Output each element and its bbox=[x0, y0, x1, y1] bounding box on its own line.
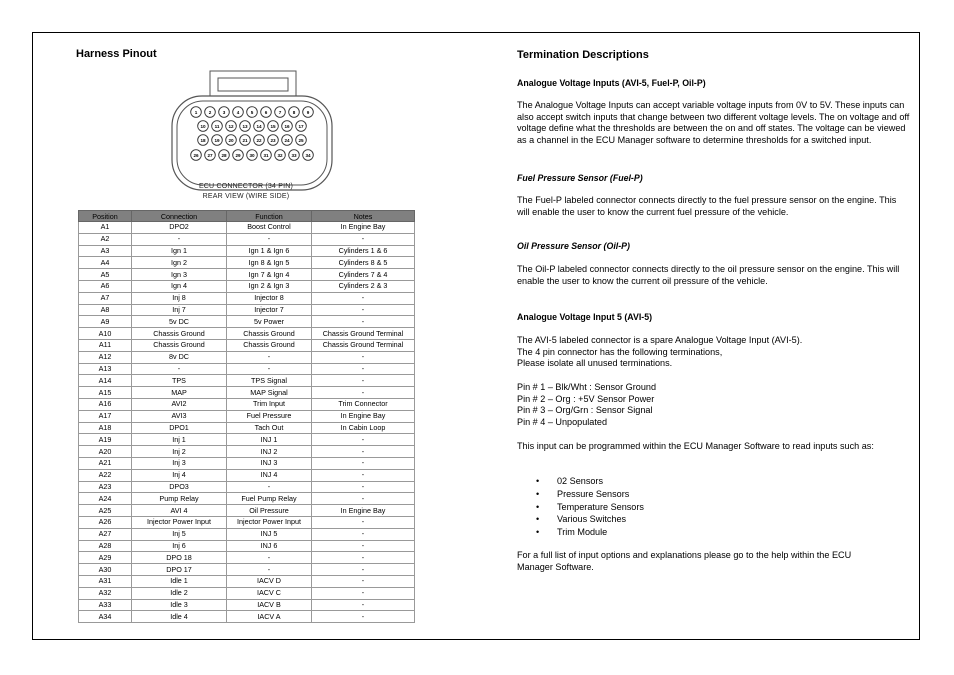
cell-function: Ign 1 & Ign 6 bbox=[227, 245, 312, 257]
pinout-table bbox=[78, 210, 415, 623]
connector-pin-label: 20 bbox=[228, 137, 234, 143]
connector-pin-label: 3 bbox=[222, 109, 226, 115]
cell-connection: DPO 17 bbox=[132, 564, 227, 576]
cell-connection: DPO1 bbox=[132, 422, 227, 434]
connector-pin-label: 2 bbox=[208, 109, 212, 115]
cell-function: Oil Pressure bbox=[227, 505, 312, 517]
cell-function: INJ 3 bbox=[227, 457, 312, 469]
avi-text: The Analogue Voltage Inputs can accept variable voltage inputs from 0V to 5V. These inputs can also accept switch inputs that change between two different voltage levels. The on voltage and off voltage define what the thresholds are between the on and off states. The voltage can be viewed as a channel in the ECU Manager software to determine thresholds for a switched input. bbox=[517, 100, 910, 145]
cell-notes: - bbox=[312, 611, 415, 623]
cell-position: A22 bbox=[79, 469, 132, 481]
pin-item: Pin # 3 – Org/Grn : Sensor Signal bbox=[517, 405, 653, 416]
cell-notes: In Engine Bay bbox=[312, 410, 415, 422]
table-row bbox=[79, 280, 415, 292]
cell-notes: Trim Connector bbox=[312, 398, 415, 410]
sensor-list-item: • Various Switches bbox=[517, 514, 911, 527]
footer-text: For a full list of input options and explanations please go to the help within the ECU Manager Software. bbox=[517, 550, 852, 572]
table-row bbox=[79, 233, 415, 245]
table-row bbox=[79, 398, 415, 410]
cell-connection: 5v DC bbox=[132, 316, 227, 328]
cell-position: A28 bbox=[79, 540, 132, 552]
table-row bbox=[79, 269, 415, 281]
table-row bbox=[79, 292, 415, 304]
cell-position: A16 bbox=[79, 398, 132, 410]
cell-connection: Inj 6 bbox=[132, 540, 227, 552]
cell-position: A26 bbox=[79, 516, 132, 528]
cell-function: Chassis Ground bbox=[227, 328, 312, 340]
cell-notes: Chassis Ground Terminal bbox=[312, 339, 415, 351]
table-row bbox=[79, 599, 415, 611]
cell-notes: - bbox=[312, 599, 415, 611]
cell-function: Chassis Ground bbox=[227, 339, 312, 351]
cell-position: A4 bbox=[79, 257, 132, 269]
cell-function: Boost Control bbox=[227, 222, 312, 234]
sensor-list bbox=[517, 476, 911, 540]
cell-connection: AVI2 bbox=[132, 398, 227, 410]
avi5-heading: Analogue Voltage Input 5 (AVI-5) bbox=[517, 312, 653, 322]
avi5-line: The 4 pin connector has the following terminations, bbox=[517, 346, 723, 357]
cell-position: A10 bbox=[79, 328, 132, 340]
cell-position: A32 bbox=[79, 587, 132, 599]
table-row bbox=[79, 422, 415, 434]
table-row bbox=[79, 552, 415, 564]
cell-function: Ign 7 & Ign 4 bbox=[227, 269, 312, 281]
cell-position: A18 bbox=[79, 422, 132, 434]
cell-function: 5v Power bbox=[227, 316, 312, 328]
cell-position: A5 bbox=[79, 269, 132, 281]
connector-pin-label: 16 bbox=[284, 123, 290, 129]
cell-position: A23 bbox=[79, 481, 132, 493]
pin-list bbox=[517, 382, 911, 428]
header-function: Function bbox=[227, 211, 312, 222]
connector-pin-label: 6 bbox=[264, 109, 268, 115]
table-row bbox=[79, 387, 415, 399]
table-row bbox=[79, 505, 415, 517]
header-notes: Notes bbox=[312, 211, 415, 222]
cell-connection: 8v DC bbox=[132, 351, 227, 363]
connector-pin-label: 33 bbox=[291, 152, 297, 158]
cell-connection: Inj 4 bbox=[132, 469, 227, 481]
table-row bbox=[79, 351, 415, 363]
cell-position: A7 bbox=[79, 292, 132, 304]
cell-function: Injector 7 bbox=[227, 304, 312, 316]
table-row bbox=[79, 222, 415, 234]
cell-notes: - bbox=[312, 446, 415, 458]
fuel-text: The Fuel-P labeled connector connects directly to the fuel pressure sensor on the engine. This will enable the user to know the current fuel pressure of the vehicle. bbox=[517, 195, 897, 217]
cell-notes: - bbox=[312, 564, 415, 576]
cell-function: - bbox=[227, 351, 312, 363]
connector-pin-label: 28 bbox=[221, 152, 227, 158]
cell-connection: Ign 1 bbox=[132, 245, 227, 257]
cell-connection: MAP bbox=[132, 387, 227, 399]
cell-position: A21 bbox=[79, 457, 132, 469]
table-row bbox=[79, 469, 415, 481]
cell-position: A12 bbox=[79, 351, 132, 363]
table-row bbox=[79, 363, 415, 375]
connector-pin-label: 18 bbox=[200, 137, 206, 143]
cell-function: IACV A bbox=[227, 611, 312, 623]
connector-pin-label: 24 bbox=[284, 137, 290, 143]
cell-connection: Inj 5 bbox=[132, 528, 227, 540]
connector-pin-label: 12 bbox=[228, 123, 234, 129]
cell-function: IACV C bbox=[227, 587, 312, 599]
cell-position: A1 bbox=[79, 222, 132, 234]
cell-function: Fuel Pump Relay bbox=[227, 493, 312, 505]
table-row bbox=[79, 493, 415, 505]
table-row bbox=[79, 410, 415, 422]
oil-heading: Oil Pressure Sensor (Oil-P) bbox=[517, 241, 630, 251]
cell-notes: - bbox=[312, 375, 415, 387]
cell-function: Injector Power Input bbox=[227, 516, 312, 528]
cell-function: IACV B bbox=[227, 599, 312, 611]
cell-function: INJ 5 bbox=[227, 528, 312, 540]
cell-notes: - bbox=[312, 516, 415, 528]
connector-caption-line1: ECU CONNECTOR (34 PIN) bbox=[198, 183, 294, 190]
cell-notes: - bbox=[312, 493, 415, 505]
cell-notes: Cylinders 2 & 3 bbox=[312, 280, 415, 292]
cell-function: Fuel Pressure bbox=[227, 410, 312, 422]
cell-position: A14 bbox=[79, 375, 132, 387]
cell-connection: Inj 7 bbox=[132, 304, 227, 316]
termination-title: Termination Descriptions bbox=[517, 49, 649, 61]
avi5-line: Please isolate all unused terminations. bbox=[517, 358, 673, 369]
connector-caption bbox=[76, 182, 416, 201]
cell-position: A8 bbox=[79, 304, 132, 316]
cell-notes: - bbox=[312, 575, 415, 587]
cell-function: TPS Signal bbox=[227, 375, 312, 387]
cell-function: Tach Out bbox=[227, 422, 312, 434]
connector-pin-label: 26 bbox=[193, 152, 199, 158]
cell-position: A9 bbox=[79, 316, 132, 328]
cell-notes: - bbox=[312, 351, 415, 363]
cell-function: - bbox=[227, 233, 312, 245]
cell-function: - bbox=[227, 363, 312, 375]
cell-connection: Idle 3 bbox=[132, 599, 227, 611]
cell-connection: Chassis Ground bbox=[132, 328, 227, 340]
table-row bbox=[79, 457, 415, 469]
header-connection: Connection bbox=[132, 211, 227, 222]
cell-position: A15 bbox=[79, 387, 132, 399]
table-row bbox=[79, 245, 415, 257]
connector-pin-label: 30 bbox=[249, 152, 255, 158]
connector-pin-label: 17 bbox=[298, 123, 304, 129]
cell-connection: Inj 3 bbox=[132, 457, 227, 469]
cell-notes: - bbox=[312, 233, 415, 245]
sensor-list-item: • Trim Module bbox=[517, 527, 911, 540]
cell-notes: Cylinders 8 & 5 bbox=[312, 257, 415, 269]
cell-connection: Inj 8 bbox=[132, 292, 227, 304]
header-position: Position bbox=[79, 211, 132, 222]
cell-position: A30 bbox=[79, 564, 132, 576]
cell-position: A2 bbox=[79, 233, 132, 245]
cell-function: INJ 1 bbox=[227, 434, 312, 446]
cell-notes: - bbox=[312, 481, 415, 493]
connector-caption-line2: REAR VIEW (WIRE SIDE) bbox=[202, 192, 290, 200]
table-row bbox=[79, 481, 415, 493]
connector-pin-label: 8 bbox=[292, 109, 296, 115]
table-row bbox=[79, 339, 415, 351]
cell-function: Ign 2 & Ign 3 bbox=[227, 280, 312, 292]
cell-position: A29 bbox=[79, 552, 132, 564]
harness-pinout-title: Harness Pinout bbox=[76, 48, 157, 60]
cell-notes: - bbox=[312, 304, 415, 316]
table-row bbox=[79, 375, 415, 387]
table-row bbox=[79, 316, 415, 328]
cell-notes: Chassis Ground Terminal bbox=[312, 328, 415, 340]
connector-pin-label: 32 bbox=[277, 152, 283, 158]
table-row bbox=[79, 575, 415, 587]
cell-function: INJ 6 bbox=[227, 540, 312, 552]
cell-connection: DPO3 bbox=[132, 481, 227, 493]
table-row bbox=[79, 564, 415, 576]
cell-notes: - bbox=[312, 528, 415, 540]
cell-connection: Injector Power Input bbox=[132, 516, 227, 528]
cell-connection: AVI3 bbox=[132, 410, 227, 422]
connector-pin-label: 15 bbox=[270, 123, 276, 129]
cell-position: A20 bbox=[79, 446, 132, 458]
cell-notes: - bbox=[312, 316, 415, 328]
harness-pinout-section bbox=[76, 48, 416, 621]
cell-function: Ign 8 & Ign 5 bbox=[227, 257, 312, 269]
cell-notes: - bbox=[312, 292, 415, 304]
table-row bbox=[79, 446, 415, 458]
cell-function: - bbox=[227, 481, 312, 493]
cell-function: INJ 4 bbox=[227, 469, 312, 481]
cell-position: A25 bbox=[79, 505, 132, 517]
cell-connection: - bbox=[132, 233, 227, 245]
cell-connection: Idle 4 bbox=[132, 611, 227, 623]
cell-position: A17 bbox=[79, 410, 132, 422]
table-row bbox=[79, 516, 415, 528]
cell-notes: - bbox=[312, 540, 415, 552]
cell-position: A11 bbox=[79, 339, 132, 351]
cell-connection: DPO 18 bbox=[132, 552, 227, 564]
pin-item: Pin # 1 – Blk/Wht : Sensor Ground bbox=[517, 382, 656, 392]
cell-connection: TPS bbox=[132, 375, 227, 387]
cell-notes: - bbox=[312, 434, 415, 446]
table-row bbox=[79, 611, 415, 623]
cell-connection: - bbox=[132, 363, 227, 375]
connector-pin-label: 5 bbox=[250, 109, 254, 115]
table-row bbox=[79, 540, 415, 552]
cell-connection: DPO2 bbox=[132, 222, 227, 234]
cell-function: Injector 8 bbox=[227, 292, 312, 304]
cell-function: - bbox=[227, 552, 312, 564]
connector-pin-label: 21 bbox=[242, 137, 248, 143]
table-row bbox=[79, 304, 415, 316]
cell-function: Trim Input bbox=[227, 398, 312, 410]
cell-notes: In Engine Bay bbox=[312, 222, 415, 234]
cell-position: A24 bbox=[79, 493, 132, 505]
cell-notes: Cylinders 7 & 4 bbox=[312, 269, 415, 281]
connector-pin-label: 10 bbox=[200, 123, 206, 129]
table-header-row bbox=[79, 211, 415, 222]
cell-connection: Pump Relay bbox=[132, 493, 227, 505]
cell-position: A33 bbox=[79, 599, 132, 611]
cell-notes: - bbox=[312, 387, 415, 399]
connector-pin-label: 25 bbox=[298, 137, 304, 143]
cell-connection: Chassis Ground bbox=[132, 339, 227, 351]
cell-notes: - bbox=[312, 552, 415, 564]
fuel-heading: Fuel Pressure Sensor (Fuel-P) bbox=[517, 173, 643, 183]
cell-connection: Inj 2 bbox=[132, 446, 227, 458]
cell-position: A31 bbox=[79, 575, 132, 587]
connector-pin-label: 1 bbox=[194, 109, 198, 115]
cell-connection: Inj 1 bbox=[132, 434, 227, 446]
connector-pin-label: 7 bbox=[278, 109, 282, 115]
connector-pin-label: 4 bbox=[236, 109, 240, 115]
pin-item: Pin # 4 – Unpopulated bbox=[517, 416, 607, 427]
avi-heading: Analogue Voltage Inputs (AVI-5, Fuel-P, Oil-P) bbox=[517, 78, 706, 88]
cell-position: A13 bbox=[79, 363, 132, 375]
cell-connection: Ign 2 bbox=[132, 257, 227, 269]
connector-pin-label: 19 bbox=[214, 137, 220, 143]
sensor-list-item: • Pressure Sensors bbox=[517, 489, 911, 502]
table-row bbox=[79, 528, 415, 540]
connector-pin-label: 9 bbox=[306, 109, 310, 115]
program-text: This input can be programmed within the ECU Manager Software to read inputs such as: bbox=[517, 441, 874, 451]
cell-connection: Ign 4 bbox=[132, 280, 227, 292]
cell-function: INJ 2 bbox=[227, 446, 312, 458]
cell-notes: - bbox=[312, 469, 415, 481]
cell-notes: Cylinders 1 & 6 bbox=[312, 245, 415, 257]
cell-position: A3 bbox=[79, 245, 132, 257]
connector-pin-label: 13 bbox=[242, 123, 248, 129]
table-row bbox=[79, 587, 415, 599]
connector-pin-label: 27 bbox=[207, 152, 213, 158]
cell-position: A34 bbox=[79, 611, 132, 623]
sensor-list-item: • Temperature Sensors bbox=[517, 502, 911, 515]
avi5-line: The AVI-5 labeled connector is a spare Analogue Voltage Input (AVI-5). bbox=[517, 335, 803, 345]
table-row bbox=[79, 328, 415, 340]
connector-pin-label: 22 bbox=[256, 137, 262, 143]
connector-pin-label: 31 bbox=[263, 152, 269, 158]
connector-pin-label: 29 bbox=[235, 152, 241, 158]
cell-function: IACV D bbox=[227, 575, 312, 587]
cell-position: A19 bbox=[79, 434, 132, 446]
cell-notes: - bbox=[312, 457, 415, 469]
connector-pin-label: 34 bbox=[305, 152, 311, 158]
cell-function: MAP Signal bbox=[227, 387, 312, 399]
cell-connection: AVI 4 bbox=[132, 505, 227, 517]
cell-notes: In Cabin Loop bbox=[312, 422, 415, 434]
cell-notes: - bbox=[312, 363, 415, 375]
cell-position: A27 bbox=[79, 528, 132, 540]
table-row bbox=[79, 257, 415, 269]
connector-pin-label: 14 bbox=[256, 123, 262, 129]
cell-connection: Idle 1 bbox=[132, 575, 227, 587]
cell-function: - bbox=[227, 564, 312, 576]
cell-notes: - bbox=[312, 587, 415, 599]
oil-text: The Oil-P labeled connector connects directly to the oil pressure sensor on the engine. This will enable the user to know the current oil pressure of the vehicle. bbox=[517, 264, 900, 286]
connector-pin-label: 23 bbox=[270, 137, 276, 143]
cell-notes: In Engine Bay bbox=[312, 505, 415, 517]
pin-item: Pin # 2 – Org : +5V Sensor Power bbox=[517, 393, 655, 404]
sensor-list-item: • 02 Sensors bbox=[517, 476, 911, 489]
avi5-intro bbox=[517, 335, 911, 370]
connector-pin-label: 11 bbox=[214, 123, 220, 129]
cell-position: A6 bbox=[79, 280, 132, 292]
table-row bbox=[79, 434, 415, 446]
cell-connection: Idle 2 bbox=[132, 587, 227, 599]
cell-connection: Ign 3 bbox=[132, 269, 227, 281]
